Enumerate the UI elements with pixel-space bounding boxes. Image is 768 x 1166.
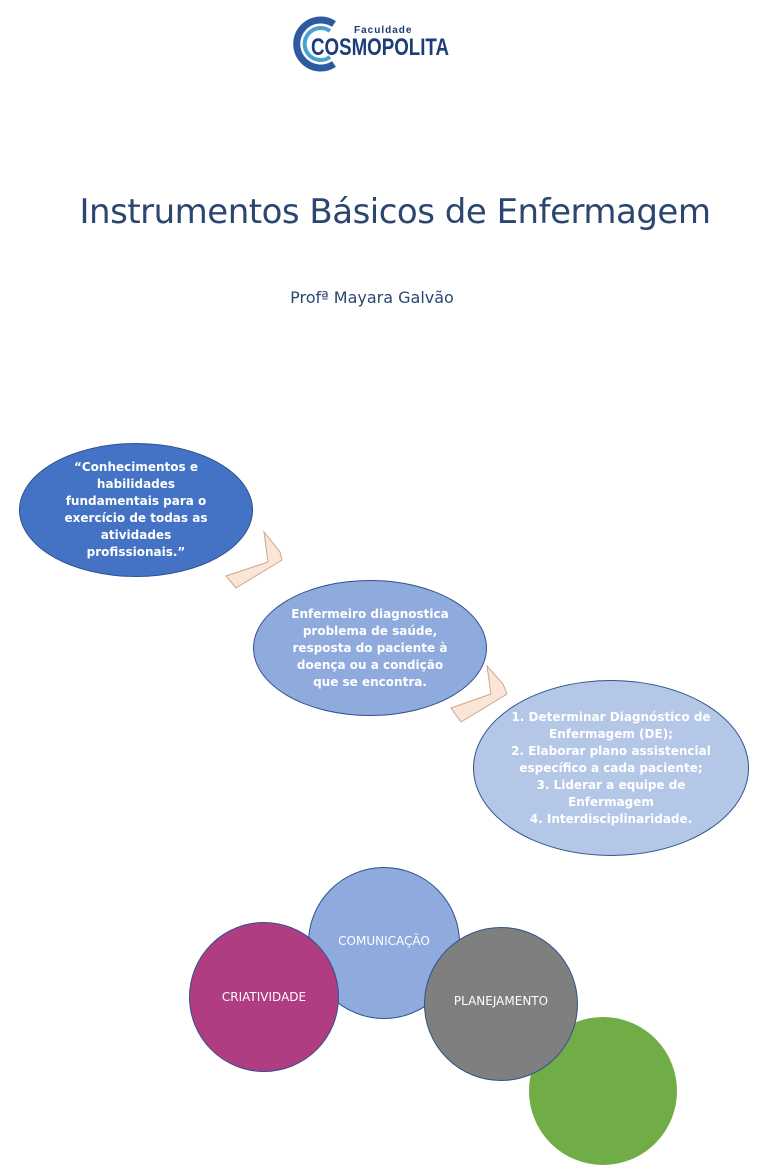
skill-label-comunicacao: COMUNICAÇÃO <box>338 934 430 948</box>
flow-step-1 <box>19 443 253 577</box>
flow-step-3-list <box>498 709 724 828</box>
list-item: 1. Determinar Diagnóstico de Enfermagem (DE); <box>511 709 711 741</box>
faculty-logo <box>290 14 455 74</box>
chevron-arrow-icon <box>224 526 286 590</box>
skill-circle-planejamento <box>424 927 578 1081</box>
page-subtitle: Profª Mayara Galvão <box>290 288 454 307</box>
list-item: 3. Liderar a equipe de Enfermagem <box>536 777 686 809</box>
list-item: 2. Elaborar plano assistencial específico a cada paciente; <box>511 743 711 775</box>
skill-label-criatividade: CRIATIVIDADE <box>221 990 307 1004</box>
logo-main-text: COSMOPOLITA <box>311 34 449 61</box>
flow-step-2-text: Enfermeiro diagnostica problema de saúde, resposta do paciente à doença ou a condição que se encontra. <box>291 606 449 689</box>
flow-step-3 <box>473 680 749 856</box>
skill-label-planejamento: PLANEJAMENTO <box>453 994 549 1008</box>
skill-circle-criatividade <box>189 922 339 1072</box>
logo-small-text: Faculdade <box>354 25 413 36</box>
flow-step-1-text: “Conhecimentos e habilidades fundamentais para o exercício de todas as atividades profissionais.” <box>64 460 208 559</box>
list-item: 4. Interdisciplinaridade. <box>529 811 693 826</box>
page-title: Instrumentos Básicos de Enfermagem <box>79 192 711 232</box>
